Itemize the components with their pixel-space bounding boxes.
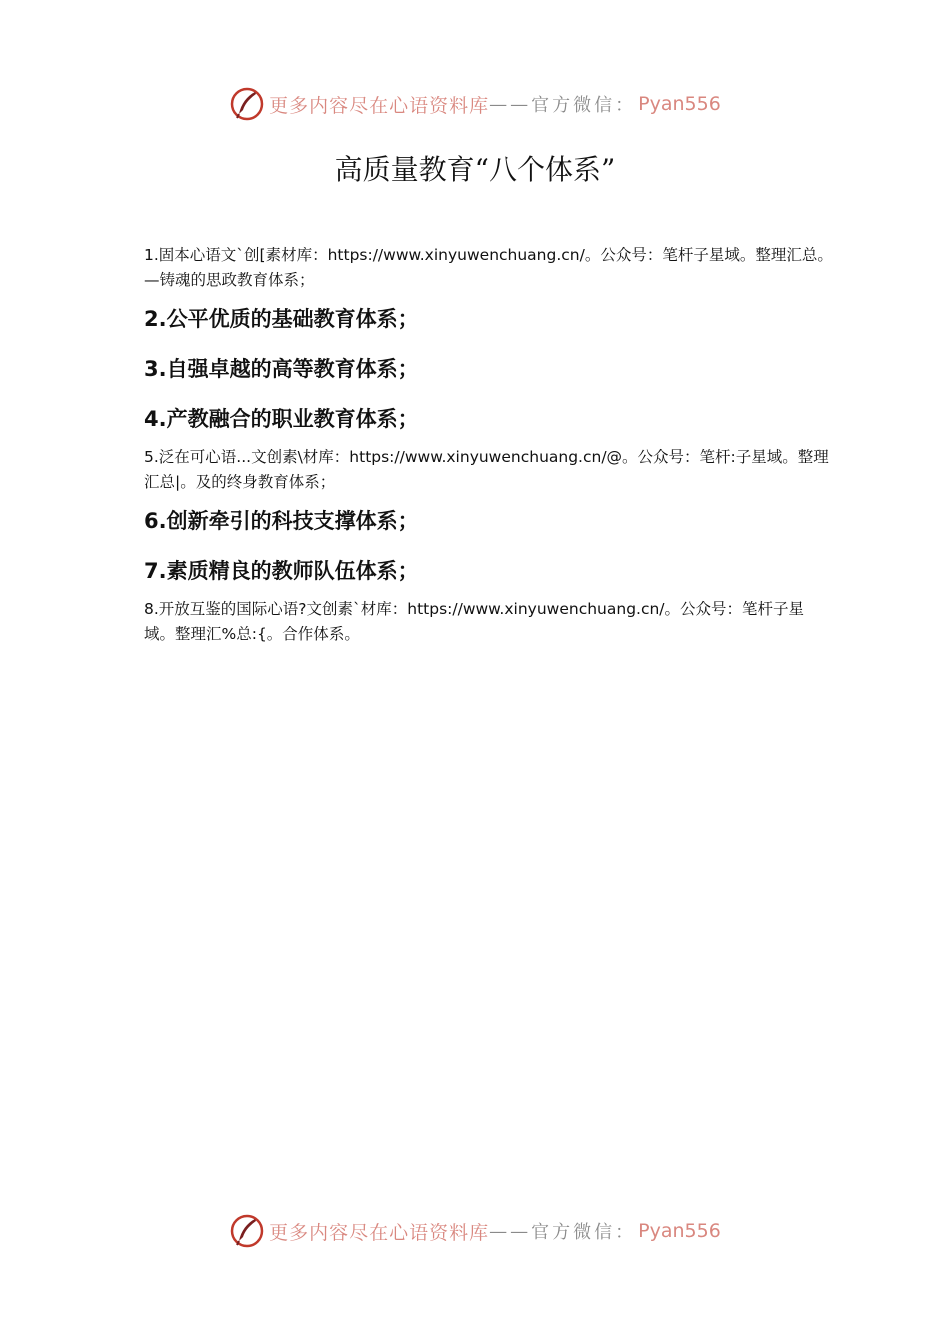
- header-brand-text: 更多内容尽在心语资料库: [269, 94, 490, 117]
- header-wechat-id: Pyan556: [638, 93, 721, 115]
- quill-pen-logo-icon: [229, 1213, 265, 1249]
- footer-wechat-id: Pyan556: [638, 1220, 721, 1242]
- quill-pen-logo-icon: [229, 86, 265, 122]
- header-wechat-label: 官方微信：: [531, 95, 637, 116]
- header-dash: ——: [489, 93, 532, 115]
- list-item-4: 4.产教融合的职业教育体系；: [144, 407, 419, 431]
- list-item-3: 3.自强卓越的高等教育体系；: [144, 357, 419, 381]
- list-item-1: 1.固本心语文`创[素材库：https://www.xinyuwenchuang.cn/。公众号：笔杆子星域。整理汇总。—铸魂的思政教育体系；: [144, 246, 833, 289]
- footer-banner: [0, 1211, 950, 1251]
- list-item-5: 5.泛在可心语...文创素\材库：https://www.xinyuwenchuang.cn/@。公众号：笔杆:子星域。整理汇总|。及的终身教育体系；: [144, 448, 829, 491]
- footer-dash: ——: [489, 1220, 532, 1242]
- list-item-7: 7.素质精良的教师队伍体系；: [144, 559, 419, 583]
- list-item-6: 6.创新牵引的科技支撑体系；: [144, 509, 419, 533]
- header-banner: [0, 84, 950, 124]
- document-title: 高质量教育“八个体系”: [334, 153, 616, 186]
- document-body: [144, 243, 834, 647]
- footer-brand-text: 更多内容尽在心语资料库: [269, 1221, 490, 1244]
- footer-wechat-label: 官方微信：: [531, 1222, 637, 1243]
- list-item-2: 2.公平优质的基础教育体系；: [144, 307, 419, 331]
- list-item-8: 8.开放互鉴的国际心语?文创素`材库：https://www.xinyuwenchuang.cn/。公众号：笔杆子星域。整理汇%总:{。合作体系。: [144, 600, 805, 643]
